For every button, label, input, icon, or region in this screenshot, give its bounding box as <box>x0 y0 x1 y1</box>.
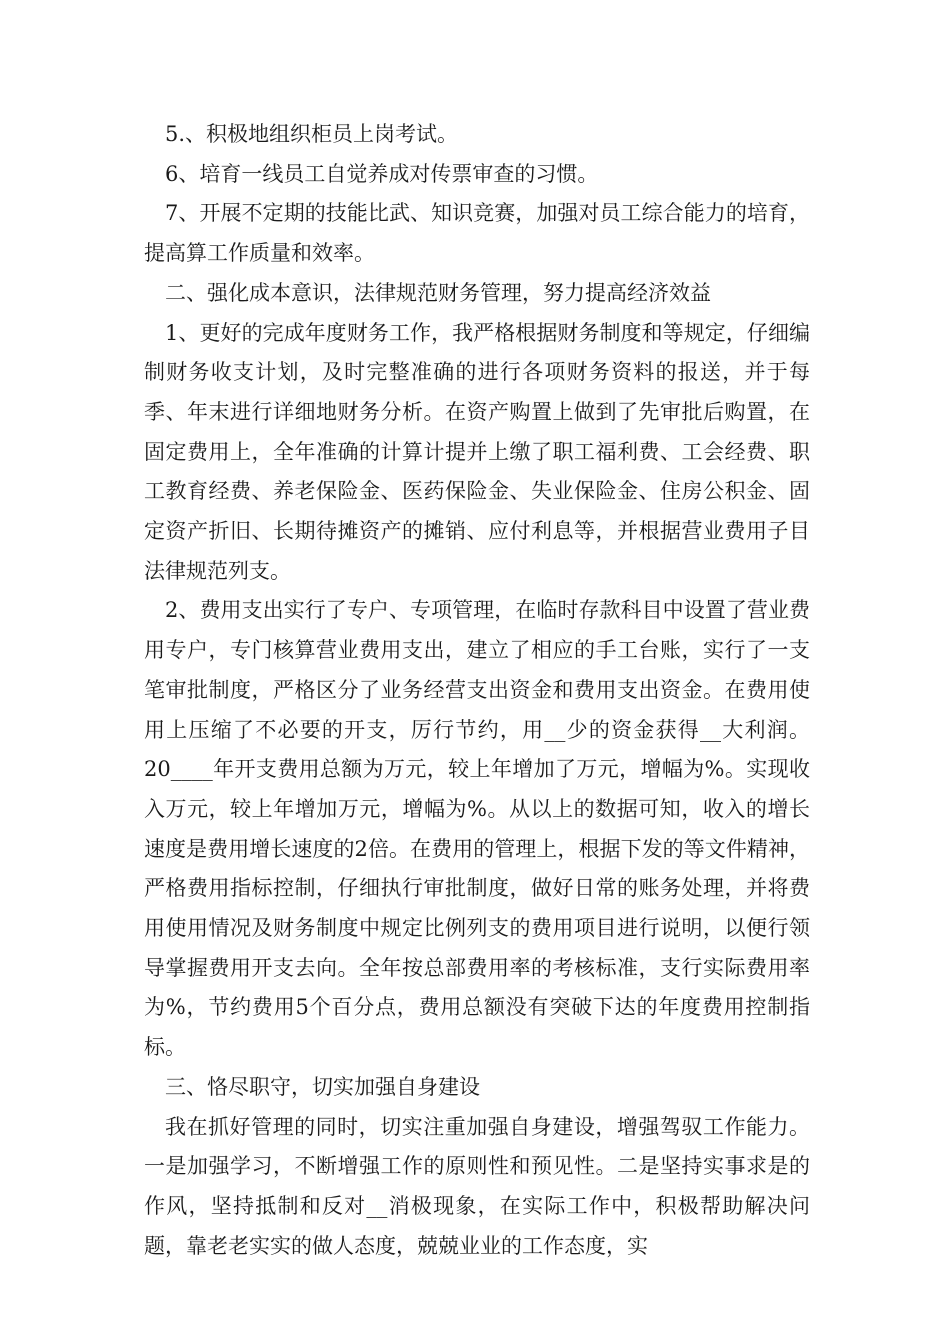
document-body <box>144 115 810 1266</box>
paragraph-self-development: 我在抓好管理的同时，切实注重加强自身建设，增强驾驭工作能力。一是加强学习，不断增强工作的原则性和预见性。二是坚持实事求是的作风，坚持抵制和反对__消极现象，在实际工作中，积极帮助解决问题，靠老老实实的做人态度，兢兢业业的工作态度，实 <box>144 1114 810 1258</box>
list-item-7: 7、开展不定期的技能比武、知识竞赛，加强对员工综合能力的培育，提高算工作质量和效率。 <box>144 201 810 266</box>
section-heading-3: 三、恪尽职守，切实加强自身建设 <box>165 1074 480 1099</box>
section-heading-2: 二、强化成本意识，法律规范财务管理，努力提高经济效益 <box>165 280 711 305</box>
paragraph-item-2: 2、费用支出实行了专户、专项管理，在临时存款科目中设置了营业费用专户，专门核算营业费用支出，建立了相应的手工台账，实行了一支笔审批制度，严格区分了业务经营支出资金和费用支出资金。在费用使用上压缩了不必要的开支，厉行节约，用__少的资金获得__大利润。20____年开支费用总额为万元，较上年增加了万元，增幅为%。实现收入万元，较上年增加万元，增幅为%。从以上的数据可知，收入的增长速度是费用增长速度的2倍。在费用的管理上，根据下发的等文件精神，严格费用指标控制，仔细执行审批制度，做好日常的账务处理，并将费用使用情况及财务制度中规定比例列支的费用项目进行说明，以便行领导掌握费用开支去向。全年按总部费用率的考核标准，支行实际费用率为%，节约费用5个百分点，费用总额没有突破下达的年度费用控制指标。 <box>144 598 810 1060</box>
list-item-5: 5.、积极地组织柜员上岗考试。 <box>165 122 459 146</box>
list-item-6: 6、培育一线员工自觉养成对传票审查的习惯。 <box>165 161 599 186</box>
paragraph-item-1: 1、更好的完成年度财务工作，我严格根据财务制度和等规定，仔细编制财务收支计划，及时完整准确的进行各项财务资料的报送，并于每季、年末进行详细地财务分析。在资产购置上做到了先审批后购置，在固定费用上，全年准确的计算计提并上缴了职工福利费、工会经费、职工教育经费、养老保险金、医药保险金、失业保险金、住房公积金、固定资产折旧、长期待摊资产的摊销、应付利息等，并根据营业费用子目法律规范列支。 <box>144 320 810 583</box>
